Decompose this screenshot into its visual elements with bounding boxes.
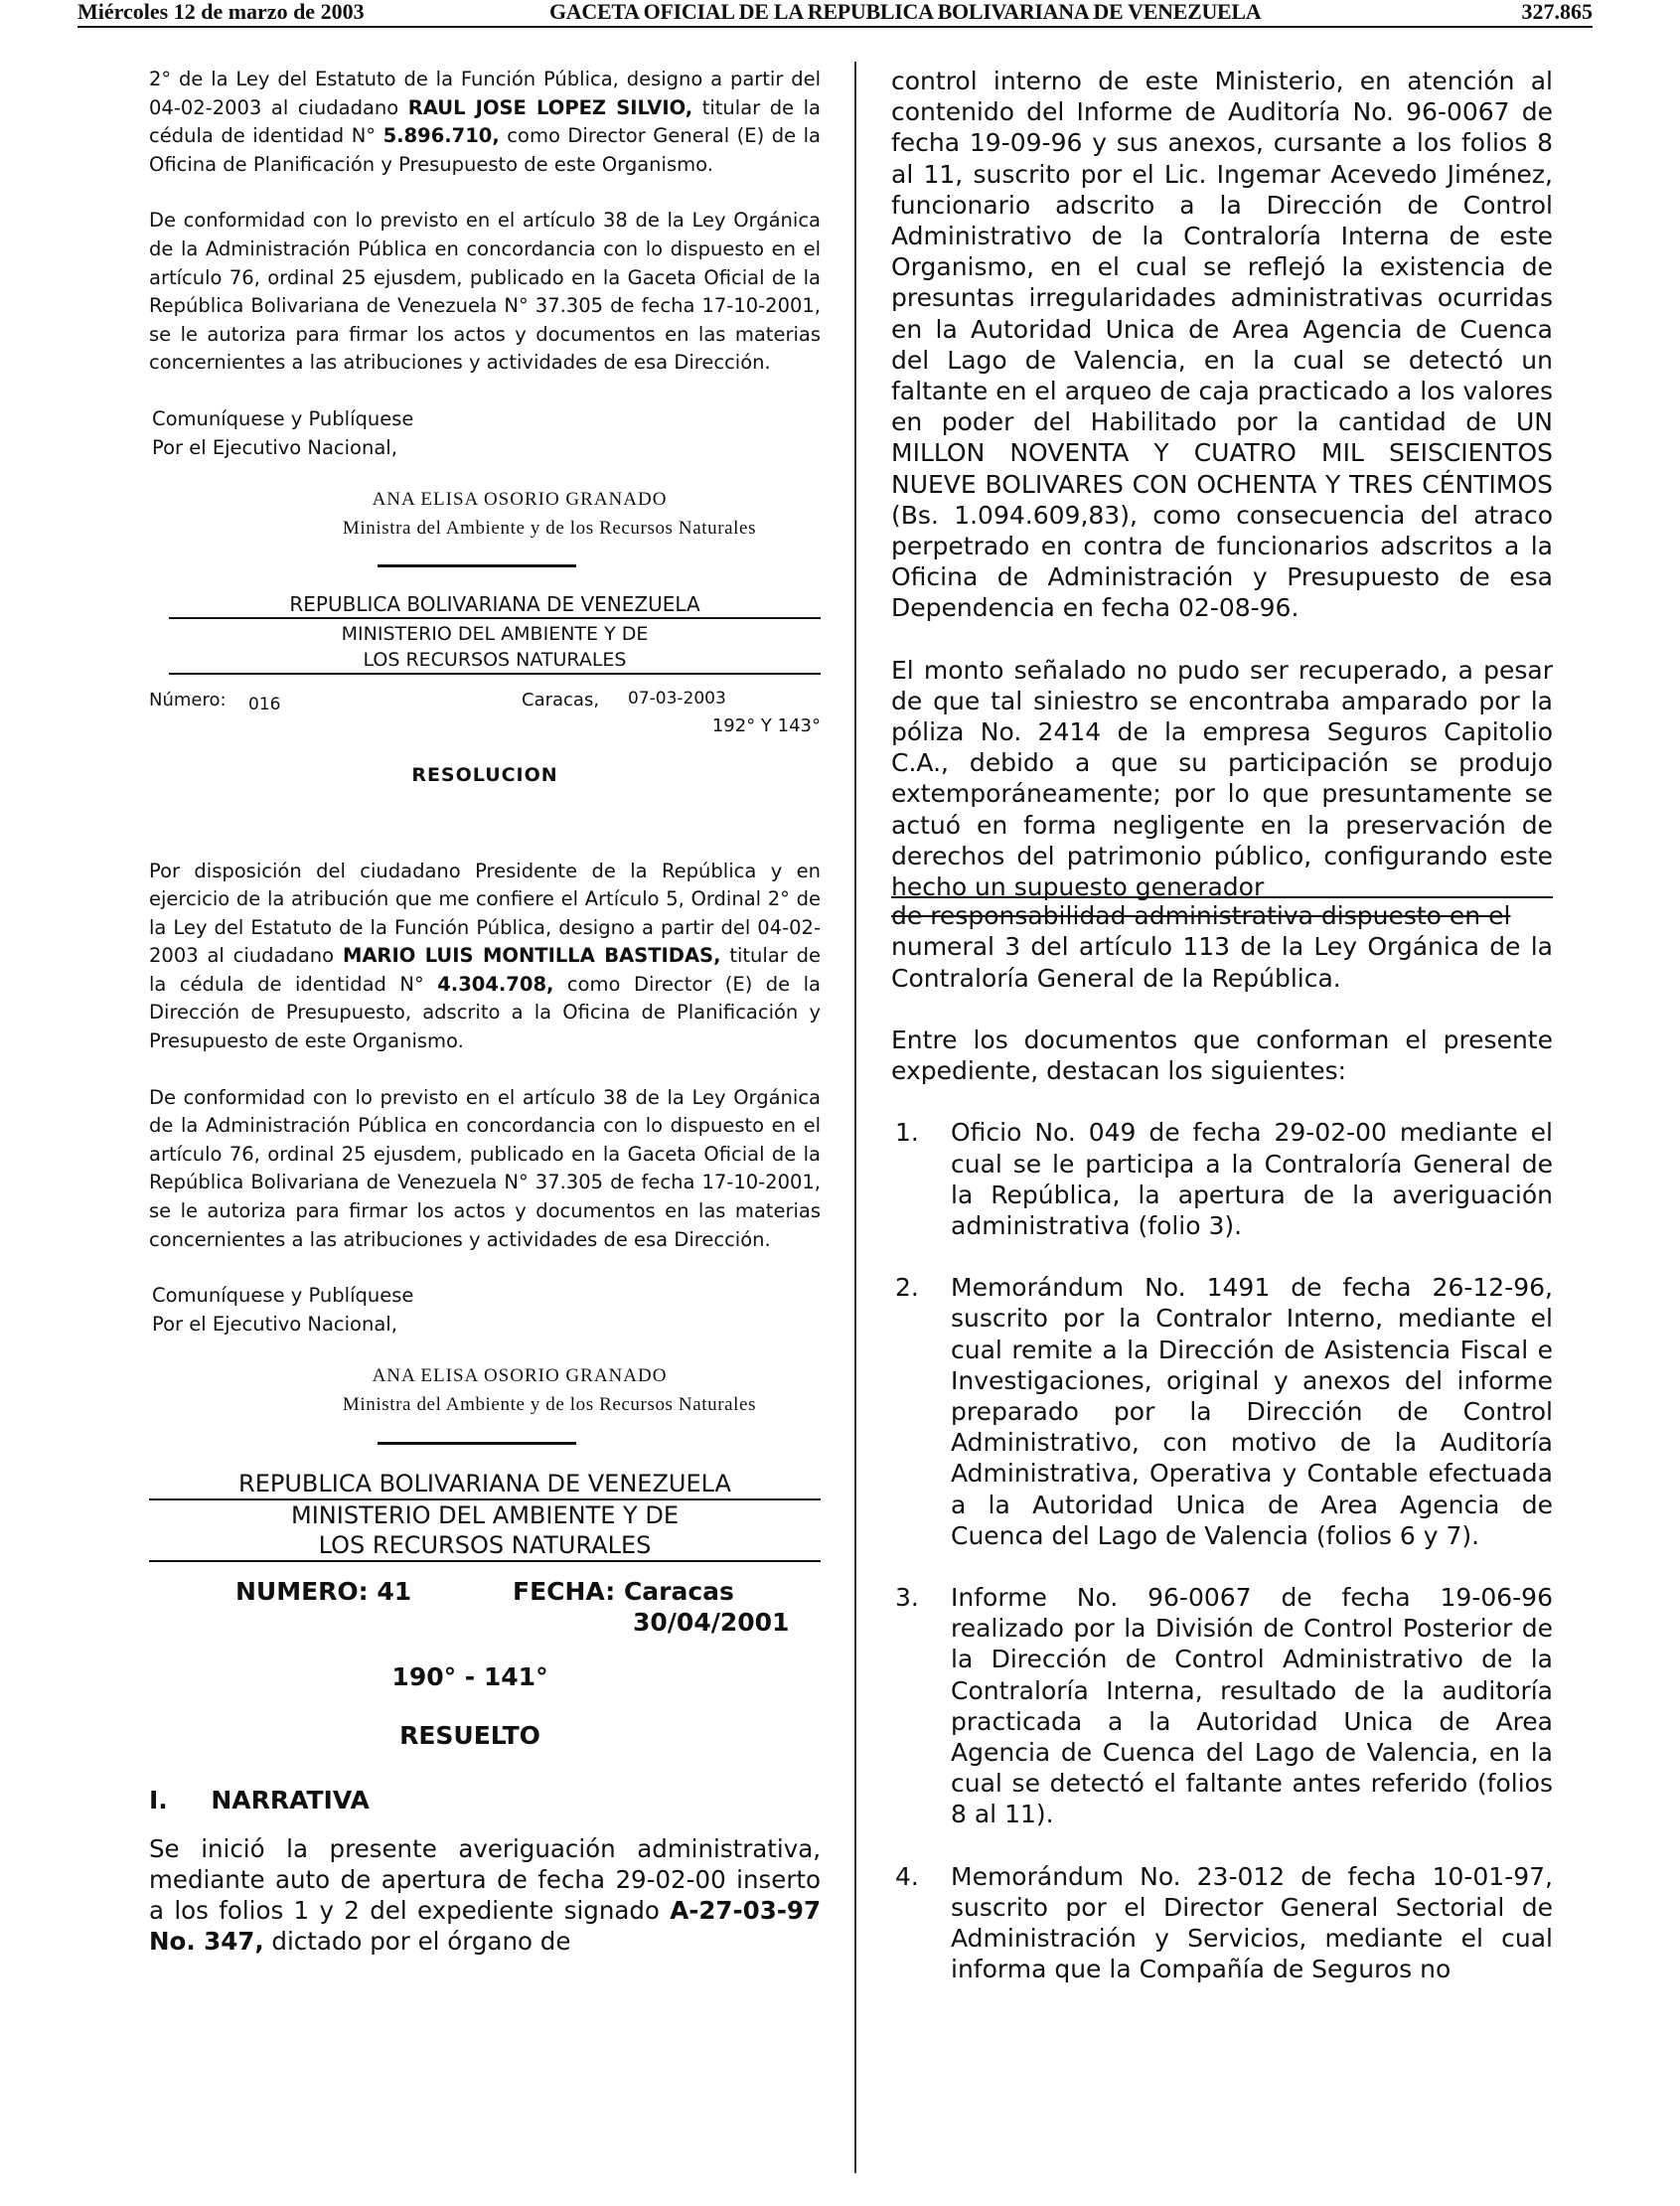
resolution-number-line <box>149 687 821 716</box>
resuelto-years: 190° - 141° <box>391 1661 548 1691</box>
appointee-name-1: RAUL JOSE LOPEZ SILVIO, <box>407 95 693 119</box>
list-item-text: Memorándum No. 1491 de fecha 26-12-96, suscrito por la Contralor Interno, mediante el cual remite a la Dirección de Asistencia Fiscal e Investigaciones, original y anexos del informe preparado por la Dirección de Control Administrativo, con motivo de la Auditoría Administrativa, Operativa y Contable efectuada a la Autoridad Unica de Area Agencia de Cuenca del Lago de Valencia (folios 6 y 7). <box>951 1273 1553 1550</box>
paragraph-designation-1: 2° de la Ley del Estatuto de la Función Pública, designo a partir del 04-02-2003 al ciudadano RAUL JOSE LOPEZ SILVIO, titular de la cédula de identidad N° 5.896.710, como Director General (E) de la Oficina de Planificación y Presupuesto de este Organismo. <box>149 68 821 176</box>
closing-line-3: Comuníquese y Publíquese <box>152 1284 414 1308</box>
ministry-line-3: MINISTERIO DEL AMBIENTE Y DE <box>291 1500 679 1529</box>
list-item-number: 2. <box>895 1273 919 1303</box>
closing-line-4: Por el Ejecutivo Nacional, <box>152 1312 397 1336</box>
resuelto-number: NUMERO: 41 <box>235 1576 412 1606</box>
resuelto-title: RESUELTO <box>399 1720 540 1750</box>
appointee-id-1: 5.896.710, <box>382 124 500 148</box>
appointee-id-2: 4.304.708, <box>437 972 554 996</box>
resolution-header-2 <box>149 1469 821 1562</box>
resuelto-number-line <box>149 1578 821 1642</box>
signer-name-1: ANA ELISA OSORIO GRANADO <box>372 489 668 511</box>
paragraph-authorization-2: De conformidad con lo previsto en el artículo 38 de la Ley Orgánica de la Administración Pública en concordancia con lo dispuesto en el artículo 76, ordinal 25 ejusdem, publicado en la Gaceta Oficial de la República Bolivariana de Venezuela N° 37.305 de fecha 17-10-2001, se le autoriza para firmar los actos y documentos en las materias concernientes a las atribuciones y actividades de esa Dirección. <box>149 1085 821 1251</box>
paragraph-amount-struck: de responsabilidad administrativa dispuesto en el <box>891 901 1511 931</box>
signer-title-1: Ministra del Ambiente y de los Recursos Naturales <box>342 517 757 539</box>
list-item <box>891 1117 1553 1241</box>
resolution-years: 192° Y 143° <box>711 715 821 737</box>
signer-title-2: Ministra del Ambiente y de los Recursos Naturales <box>342 1394 757 1415</box>
city-label: Caracas, <box>522 690 600 711</box>
page-header <box>77 0 1593 28</box>
paragraph-designation-2: Por disposición del ciudadano Presidente de la República y en ejercicio de la atribución que me confiere el Artículo 5, Ordinal 2° de la Ley del Estatuto de la Función Pública, designo a partir del 04-02-2003 al ciudadano MARIO LUIS MONTILLA BASTIDAS, titular de la cédula de identidad N° 4.304.708, como Director (E) de la Dirección de Presupuesto, adscrito a la Oficina de Planificación y Presupuesto de este Organismo. <box>149 859 821 1053</box>
separator-rule-2 <box>378 1442 576 1445</box>
expediente-code: A-27-03-97 No. 347, <box>149 1895 821 1956</box>
header-page-number: 327.865 <box>1521 0 1593 24</box>
header-title: GACETA OFICIAL DE LA REPUBLICA BOLIVARIANA DE VENEZUELA <box>549 0 1262 24</box>
republic-line: REPUBLICA BOLIVARIANA DE VENEZUELA <box>289 592 700 617</box>
numero-value: 016 <box>248 695 281 715</box>
paragraph-amount-cont: numeral 3 del artículo 113 de la Ley Orgánica de la Contraloría General de la República. <box>891 932 1553 993</box>
paragraph-documents-intro: Entre los documentos que conforman el presente expediente, destacan los siguientes: <box>891 1024 1553 1086</box>
resuelto-fecha: FECHA: Caracas <box>513 1576 734 1606</box>
list-item <box>891 1272 1553 1551</box>
appointee-name-2: MARIO LUIS MONTILLA BASTIDAS, <box>342 944 721 968</box>
list-item-number: 4. <box>895 1861 919 1891</box>
section-narrativa: I. NARRATIVA <box>149 1785 370 1814</box>
list-item-number: 1. <box>895 1118 919 1148</box>
list-item-text: Oficio No. 049 de fecha 29-02-00 mediante el cual se le participa a la Contraloría General de la República, la apertura de la averiguación administrativa (folio 3). <box>951 1118 1553 1240</box>
paragraph-narrativa: Se inició la presente averiguación administrativa, mediante auto de apertura de fecha 29-02-00 inserto a los folios 1 y 2 del expediente signado A-27-03-97 No. 347, dictado por el órgano de <box>149 1833 821 1956</box>
ministry-line-4: LOS RECURSOS NATURALES <box>318 1530 652 1559</box>
republic-line-2: REPUBLICA BOLIVARIANA DE VENEZUELA <box>238 1469 731 1497</box>
list-item <box>891 1582 1553 1830</box>
separator-rule-1 <box>378 564 576 567</box>
documents-list <box>891 1117 1553 1984</box>
left-column <box>149 66 821 1957</box>
paragraph-authorization-1: De conformidad con lo previsto en el artículo 38 de la Ley Orgánica de la Administración Pública en concordancia con lo dispuesto en el artículo 76, ordinal 25 ejusdem, publicado en la Gaceta Oficial de la República Bolivariana de Venezuela N° 37.305 de fecha 17-10-2001, se le autoriza para firmar los actos y documentos en las materias concernientes a las atribuciones y actividades de esa Dirección. <box>149 209 821 375</box>
signer-name-2: ANA ELISA OSORIO GRANADO <box>372 1365 668 1387</box>
paragraph-audit-report: control interno de este Ministerio, en atención al contenido del Informe de Auditoría No. 96-0067 de fecha 19-09-96 y sus anexos, cursante a los folios 8 al 11, suscrito por el Lic. Ingemar Acevedo Jiménez, funcionario adscrito a la Dirección de Control Administrativo de la Contraloría Interna de este Organismo, en el cual se reflejó la existencia de presuntas irregularidades administrativas ocurridas en la Autoridad Unica de Area Agencia de Cuenca del Lago de Valencia, en la cual se detectó un faltante en el arqueo de caja practicado a los valores en poder del Habilitado por la cantidad de UN MILLON NOVENTA Y CUATRO MIL SEISCIENTOS NUEVE BOLIVARES CON OCHENTA Y TRES CÉNTIMOS (Bs. 1.094.609,83), como consecuencia del atraco perpetrado en contra de funcionarios adscritos a la Oficina de Administración y Presupuesto de esa Dependencia en fecha 02-08-96. <box>891 67 1553 623</box>
ministry-line: MINISTERIO DEL AMBIENTE Y DE <box>341 623 649 646</box>
resolution-title: RESOLUCION <box>411 763 558 786</box>
paragraph-amount: El monto señalado no pudo ser recuperado, a pesar de que tal siniestro se encontraba amparado por la póliza No. 2414 de la empresa Seguros Capitolio C.A., debido a que su participación se produjo extemporáneamente; por lo que presuntamente se actuó en forma negligente en la preservación de derechos del patrimonio público, configurando este hecho un supuesto generador <box>891 655 1553 902</box>
right-column <box>891 66 1553 1984</box>
closing-line-2: Por el Ejecutivo Nacional, <box>152 435 397 459</box>
list-item-number: 3. <box>895 1582 919 1612</box>
header-date: Miércoles 12 de marzo de 2003 <box>77 0 365 24</box>
header-rule <box>169 617 821 619</box>
resolution-header <box>169 591 821 675</box>
list-item <box>891 1861 1553 1985</box>
list-item-text: Memorándum No. 23-012 de fecha 10-01-97, suscrito por el Director General Sectorial de Administración y Servicios, mediante el cual informa que la Compañía de Seguros no <box>951 1861 1553 1984</box>
resolution-date: 07-03-2003 <box>628 689 726 709</box>
column-divider <box>854 62 856 2173</box>
resuelto-date: 30/04/2001 <box>633 1607 790 1637</box>
list-item-text: Informe No. 96-0067 de fecha 19-06-96 realizado por la División de Control Posterior de la Dirección de Control Administrativo de la Contraloría Interna, resultado de la auditoría practicada a la Autoridad Unica de Area Agencia de Cuenca del Lago de Valencia, en la cual se detectó el faltante antes referido (folios 8 al 11). <box>951 1582 1553 1829</box>
closing-line-1: Comuníquese y Publíquese <box>152 406 414 430</box>
numero-label: Número: <box>149 690 227 711</box>
ministry-line-2: LOS RECURSOS NATURALES <box>363 649 627 672</box>
